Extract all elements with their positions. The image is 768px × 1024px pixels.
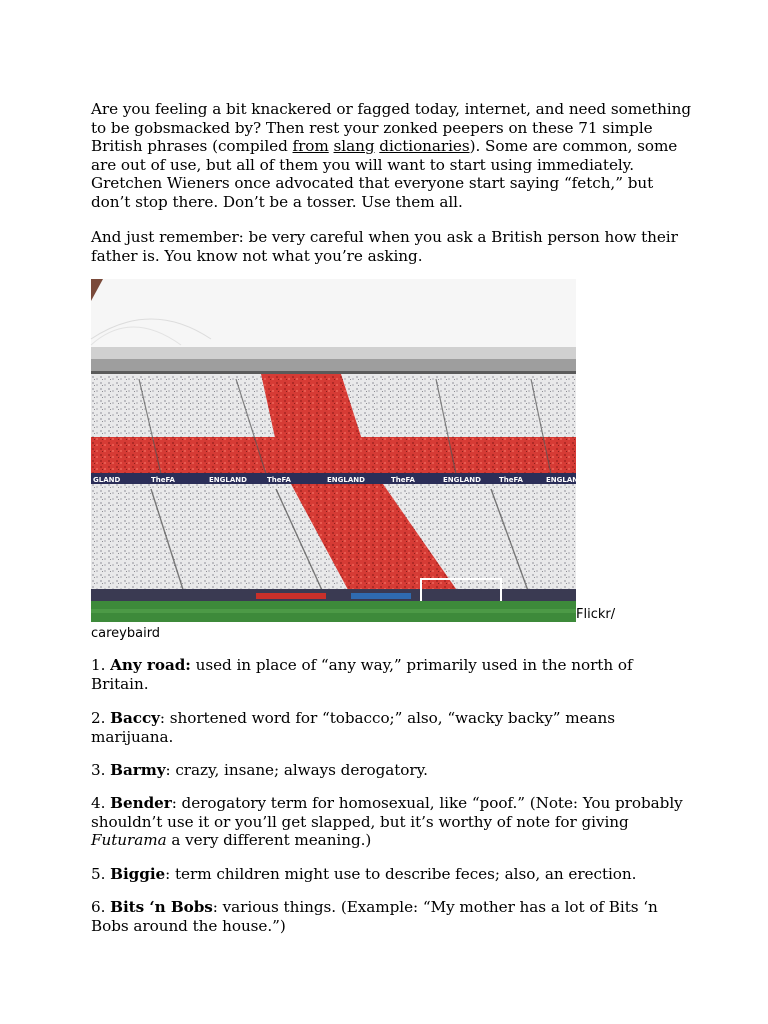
entry-term: Bits ‘n Bobs [110,898,213,916]
entry-term: Bender [110,794,172,812]
entry-5: 5. Biggie: term children might use to describe feces; also, an erection. [91,865,637,883]
link-slang[interactable]: slang [333,137,375,156]
entry-term: Any road: [110,656,191,674]
entry-term: Barmy [110,761,166,779]
entry-6: 6. Bits ‘n Bobs: various things. (Example: “My mother has a lot of Bits ‘n Bobs around the house.”) [91,898,658,935]
banner-word: TheFA [391,476,415,484]
entry-definition: : various things. (Example: “My mother has a lot of Bits ‘n Bobs around the house.”) [91,898,658,935]
banner-word: ENGLAND [327,476,365,484]
photo-credit-line1: Flickr/ [576,607,616,622]
banner-word: GLAND [93,476,121,484]
entry-2: 2. Baccy: shortened word for “tobacco;” also, “wacky backy” means marijuana. [91,709,615,746]
entry-definition: : derogatory term for homosexual, like “poof.” (Note: You probably shouldn’t use it or you’ll get slapped, but it’s worthy of note for giving [91,794,683,831]
intro-paragraph-2 [91,228,691,265]
entry-definition: : term children might use to describe feces; also, an erection. [165,865,637,883]
link-dictionaries[interactable]: dictionaries [379,137,470,156]
intro-paragraph-1 [91,100,691,212]
banner-word: ENGLAND [443,476,481,484]
entry-definition: : shortened word for “tobacco;” also, “wacky backy” means marijuana. [91,709,615,746]
entry-3: 3. Barmy: crazy, insane; always derogatory. [91,761,428,779]
banner-word: TheFA [151,476,175,484]
link-from[interactable]: from [292,137,329,156]
stadium-photo [91,279,584,622]
photo-credit-line2: careybaird [91,626,161,641]
banner-word: ENGLAND [209,476,247,484]
entry-term: Biggie [110,865,166,883]
entry-italic-title: Futurama [91,831,167,850]
entry-1: 1. Any road: used in place of “any way,” primarily used in the north of Britain. [91,656,633,693]
entry-term: Baccy [110,709,160,727]
banner-word: ENGLAND [546,476,584,484]
entry-definition: : crazy, insane; always derogatory. [165,761,428,779]
entry-4: 4. Bender: derogatory term for homosexual, like “poof.” (Note: You probably shouldn’t use it or you’ll get slapped, but it’s worthy of note for giving Futurama a very different meaning.) [91,794,683,850]
intro-text-a: Are you feeling a bit knackered or fagged today, internet, and need something to be gobsmacked by? Then rest your zonked peepers on these 71 simple British phrases (compiled [91,100,692,156]
banner-word: TheFA [499,476,523,484]
entry-definition: used in place of “any way,” primarily used in the north of Britain. [91,656,633,693]
banner-word: TheFA [267,476,291,484]
intro-text-2: And just remember: be very careful when you ask a British person how their father is. You know not what you’re asking. [91,228,678,265]
intro-text-b: ). Some are common, some are out of use, but all of them you will want to start using immediately. Gretchen Wieners once advocated that everyone start saying “fetch,” but don’t stop there. Don’t be a tosser. Use them all. [91,137,678,211]
